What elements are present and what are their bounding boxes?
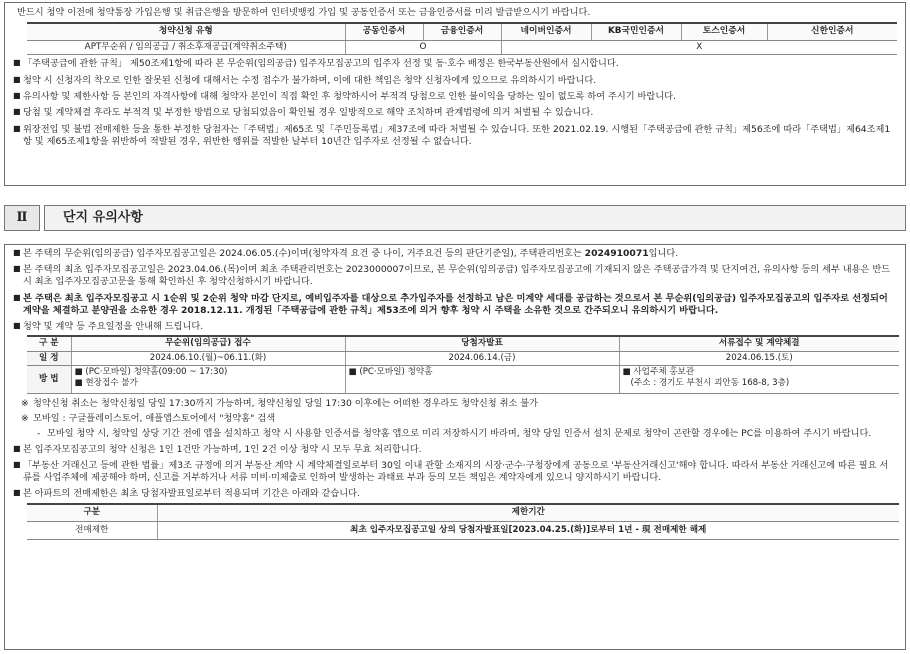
dash-mark-icon: - (37, 428, 41, 440)
reference-mark-icon: ※ (21, 398, 29, 410)
square-bullet-icon: ■ (13, 292, 21, 302)
resale-restriction-table (27, 503, 899, 540)
list-item-important: ■ 본 주택은 최초 입주자모집공고 시 1순위 및 2순위 청약 마감 단지로, 예비입주자를 대상으로 추가입주자를 선정하고 남은 미계약 세대를 공급하는 것으로서 본 무순위(임의공급) 입주자모집공고의 입주자로 선정되어 계약을 체결하고 분양권을 소유한 경우 2018.12.11. 개정된「주택공급에 관한 규칙」제53조에 의거 향후 청약 시 주택을 소유한 것으로 간주되오니 유의하시기 바랍니다. (13, 292, 888, 316)
cert-not-allowed-cell: X (501, 40, 897, 55)
table-row (27, 40, 897, 55)
note-item: ※ 청약신청 취소는 청약신청일 당일 17:30까지 가능하며, 청약신청일 당일 17:30 이후에는 어떠한 경우라도 청약신청 취소 불가 (21, 398, 539, 410)
col-finance-cert: 금융인증서 (423, 23, 501, 40)
restriction-table-header (27, 504, 899, 521)
contract-method: ■ 사업주체 홍보관 (주소 : 경기도 부천시 괴안동 168-8, 3층) (619, 366, 899, 394)
restriction-label: 전매제한 (27, 521, 157, 539)
list-item: ■ 「부동산 거래신고 등에 관한 법률」제3조 규정에 의거 부동산 계약 시 계약체결일로부터 30일 이내 관할 소재지의 시장·군수·구청장에게 공동으로 '부동산거래신고'해야 합니다. 따라서 부동산 거래신고에 따른 필요 서류를 사업주체에 제공해야 하며, 신고를 거부하거나 서류 미비·미제출로 인하여 발생하는 과태료 부과 등의 모든 책임은 계약자에게 있으니 양지하시기 바랍니다. (13, 459, 889, 483)
contract-date: 2024.06.15.(토) (619, 351, 899, 365)
announcement-method: ■ (PC·모바일) 청약홈 (345, 366, 619, 394)
col-joint-cert: 공동인증서 (345, 23, 423, 40)
square-bullet-icon: ■ (13, 248, 21, 257)
schedule-table-header (27, 336, 899, 351)
square-bullet-icon: ■ (13, 107, 21, 117)
table-row (27, 351, 899, 365)
certificate-table-header (27, 23, 897, 40)
restriction-value: 최초 입주자모집공고일 상의 당첨자발표일[2023.04.25.(화)]로부터 1년 - 現 전매제한 해제 (157, 521, 899, 539)
list-item: ■ 본 입주자모집공고의 청약 신청은 1인 1건만 가능하며, 1인 2건 이상 청약 시 모두 무효 처리합니다. (13, 443, 422, 455)
col-restriction-period: 제한기간 (157, 504, 899, 521)
col-contract: 서류접수 및 계약체결 (619, 336, 899, 351)
col-category: 구 분 (27, 336, 71, 351)
section-title: 단지 유의사항 (44, 205, 906, 231)
square-bullet-icon: ■ (13, 123, 21, 133)
reference-mark-icon: ※ (21, 413, 29, 425)
square-bullet-icon: ■ (13, 443, 21, 453)
list-item: ■ 청약 시 신청자의 착오로 인한 잘못된 신청에 대해서는 수정 접수가 불가하며, 이에 대한 책임은 청약 신청자에게 있으므로 유의하시기 바랍니다. (13, 74, 597, 86)
row-label-schedule: 일 정 (27, 351, 71, 365)
certificate-table (27, 22, 897, 55)
col-shinhan-cert: 신한인증서 (767, 23, 897, 40)
housing-management-number: 2024910071 (584, 248, 649, 259)
application-date: 2024.06.10.(월)~06.11.(화) (71, 351, 345, 365)
schedule-table (27, 335, 899, 394)
table-row (27, 521, 899, 539)
row-label-method: 방 법 (27, 366, 71, 394)
square-bullet-icon: ■ (13, 488, 21, 498)
application-method: ■ (PC·모바일) 청약홈(09:00 ~ 17:30) ■ 현장접수 불가 (71, 366, 345, 394)
apply-type-cell: APT무순위 / 임의공급 / 취소후재공급(계약취소주택) (27, 40, 345, 55)
square-bullet-icon: ■ (13, 58, 21, 68)
note-item: ※ 모바일 : 구글플레이스토어, 애플앱스토어에서 "청약홈" 검색 (21, 413, 276, 425)
square-bullet-icon: ■ (13, 91, 21, 101)
list-item: ■ 본 주택의 무순위(임의공급) 입주자모집공고일은 2024.06.05.(수)이며(청약자격 요건 중 나이, 거주요건 등의 판단기준일), 주택관리번호는 2024910071입니다. (13, 248, 679, 259)
list-item: ■ 본 주택의 최초 입주자모집공고일은 2023.04.06.(목)이며 최초 주택관리번호는 2023000007이므로, 본 무순위(임의공급) 입주자모집공고에 기재되지 않은 주택공급가격 및 단지여건, 유의사항 등의 세부 내용은 반드시 최초 입주자모집공고문을 통해 확인하신 후 청약신청하시기 바랍니다. (13, 264, 891, 288)
square-bullet-icon: ■ (13, 264, 21, 274)
announcement-date: 2024.06.14.(금) (345, 351, 619, 365)
square-bullet-icon: ■ (13, 459, 21, 469)
certificate-intro: 반드시 청약 이전에 청약통장 가입은행 및 취급은행을 방문하여 인터넷뱅킹 가입 및 공동인증서 또는 금융인증서를 미리 발급받으시기 바랍니다. (17, 7, 591, 18)
col-division: 구분 (27, 504, 157, 521)
col-toss-cert: 토스인증서 (681, 23, 767, 40)
list-item: ■ 청약 및 계약 등 주요일정을 안내해 드립니다. (13, 321, 204, 333)
complex-notice-box (4, 244, 906, 650)
square-bullet-icon: ■ (13, 321, 21, 331)
col-apply-type: 청약신청 유형 (27, 23, 345, 40)
list-item: ■ 「주택공급에 관한 규칙」 제50조제1항에 따라 본 무순위(임의공급) 입주자모집공고의 입주자 선정 및 동·호수 배정은 한국부동산원에서 실시합니다. (13, 58, 619, 70)
col-naver-cert: 네이버인증서 (501, 23, 591, 40)
list-item: ■ 본 아파트의 전매제한은 최초 당첨자발표일로부터 적용되며 기간은 아래와 같습니다. (13, 488, 360, 500)
list-item: ■ 유의사항 및 제한사항 등 본인의 자격사항에 대해 청약자 본인이 직접 확인 후 청약하시어 부적격 당첨으로 인한 불이익을 당하는 일이 없도록 하여 주시기 바랍니다. (13, 91, 676, 103)
note-subitem: - 모바일 청약 시, 청약일 상당 기간 전에 앱을 설치하고 청약 시 사용할 인증서를 청약홈 앱으로 미리 저장하시기 바라며, 청약 당일 인증서 설치 문제로 청약이 곤란할 경우에는 PC를 이용하여 주시기 바랍니다. (37, 428, 872, 440)
square-bullet-icon: ■ (13, 74, 21, 84)
list-item: ■ 당첨 및 계약체결 후라도 부적격 및 부정한 방법으로 당첨되었음이 확인될 경우 일방적으로 해약 조치하며 관계법령에 의거 처벌될 수 있습니다. (13, 107, 594, 119)
col-announcement: 당첨자발표 (345, 336, 619, 351)
certificate-notice-box (4, 2, 906, 186)
list-item: ■ 위장전입 및 불법 전매제한 등을 통한 부정한 당첨자는「주택법」제65조 및「주민등록법」제37조에 따라 처벌될 수 있습니다. 또한 2021.02.19. 시행된「주택공급에 관한 규칙」제56조에 따라「주택법」제64조제1항 및 제65조제1항을 위반하여 적발된 경우, 위반한 행위를 적발한 날부터 10년간 입주자로 선정될 수 없습니다. (13, 123, 891, 147)
col-kb-cert: KB국민인증서 (591, 23, 681, 40)
table-row (27, 366, 899, 394)
col-application: 무순위(임의공급) 접수 (71, 336, 345, 351)
section-header (4, 205, 906, 231)
section-number: Ⅱ (4, 205, 40, 231)
cert-allowed-cell: O (345, 40, 501, 55)
